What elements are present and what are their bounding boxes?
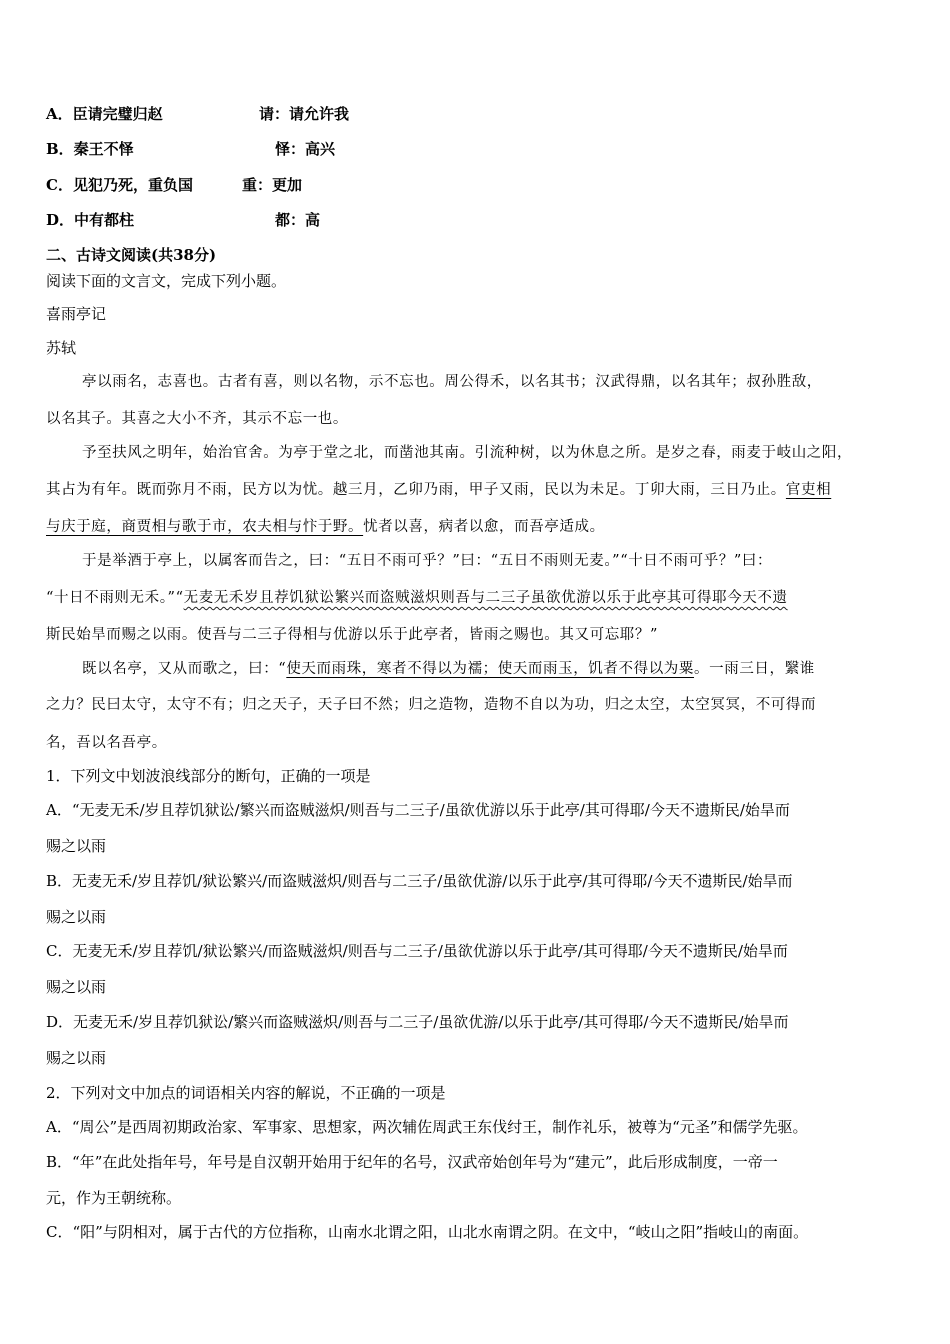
- essay-text: 既以名亭，又从而歌之，曰：“: [82, 661, 287, 677]
- vocab-option-d: [46, 209, 321, 230]
- essay-line: 亭以雨名，志喜也。古者有喜，则以名物，示不忘也。周公得禾，以名其书；汉武得鼎，以名其年；叔孙胜敌，: [82, 374, 822, 390]
- essay-title: 喜雨亭记: [46, 305, 107, 323]
- essay-text: 。一雨三日，繄谁: [694, 661, 815, 677]
- answer-option-a-continued: 赐之以雨: [46, 837, 107, 855]
- essay-text: 其占为有年。既而弥月不雨，民方以为忧。越三月，乙卯乃雨，甲子又雨，民以为未足。丁卯大雨，三日乃止。: [46, 482, 786, 498]
- essay-line: 之力？民曰太守，太守不有；归之天子，天子曰不然；归之造物，造物不自以为功，归之太空，太空冥冥，不可得而: [46, 697, 817, 713]
- essay-line: [82, 657, 815, 678]
- essay-line: 名，吾以名吾亭。: [46, 735, 167, 751]
- vocab-option-c: [46, 174, 303, 195]
- answer-option-c: C．“阳”与阴相对，属于古代的方位指称，山南水北谓之阳，山北水南谓之阴。在文中，“岐山之阳”指岐山的南面。: [46, 1223, 809, 1241]
- essay-line: [46, 586, 788, 607]
- essay-line: 予至扶风之明年，始治官舍。为亭于堂之北，而凿池其南。引流种树，以为休息之所。是岁之春，雨麦于岐山之阳，: [82, 445, 853, 461]
- question-stem: 1．下列文中划波浪线部分的断句，正确的一项是: [46, 767, 371, 785]
- answer-option-c: C．无麦无禾/岁且荐饥/狱讼繁兴/而盗贼滋炽/则吾与二三子/虽欲优游以乐于此亭/其可得耶/今天不遗斯民/始旱而: [46, 942, 788, 960]
- answer-option-d: D．无麦无禾/岁且荐饥狱讼/繁兴而盗贼滋炽/则吾与二三子/虽欲优游/以乐于此亭/其可得耶/今天不遗斯民/始旱而: [46, 1013, 789, 1031]
- answer-option-b-continued: 元，作为王朝统称。: [46, 1189, 182, 1207]
- question-stem: 2．下列对文中加点的词语相关内容的解说，不正确的一项是: [46, 1084, 446, 1102]
- essay-author: 苏轼: [46, 339, 77, 357]
- essay-line: [46, 515, 605, 536]
- straight-underlined-text: 与庆于庭，商贾相与歌于市，农夫相与忭于野。: [46, 519, 364, 535]
- vocab-option-label: B．秦王不怿: [46, 140, 134, 158]
- answer-option-a: A．“周公”是西周初期政治家、军事家、思想家，两次辅佐周武王东伐纣王，制作礼乐，被尊为“元圣”和儒学先驱。: [46, 1118, 808, 1136]
- answer-option-d-continued: 赐之以雨: [46, 1049, 107, 1067]
- vocab-option-a: [46, 103, 350, 124]
- essay-text: “十日不雨则无禾。”“: [46, 590, 184, 606]
- essay-line: 斯民始旱而赐之以雨。使吾与二三子得相与优游以乐于此亭者，皆雨之赐也。其又可忘耶？”: [46, 627, 659, 643]
- essay-line: 以名其子。其喜之大小不齐，其示不忘一也。: [46, 411, 348, 427]
- section-instruction: 阅读下面的文言文，完成下列小题。: [46, 272, 287, 290]
- straight-underlined-text: 官吏相: [785, 482, 832, 498]
- vocab-option-b: [46, 138, 336, 159]
- answer-option-a: A．“无麦无禾/岁且荐饥狱讼/繁兴而盗贼滋炽/则吾与二三子/虽欲优游以乐于此亭/其可得耶/今天不遗斯民/始旱而: [46, 801, 790, 819]
- vocab-option-definition: 都：高: [275, 211, 321, 229]
- vocab-option-definition: 怿：高兴: [275, 140, 336, 158]
- answer-option-c-continued: 赐之以雨: [46, 978, 107, 996]
- vocab-option-label: D．中有都柱: [46, 211, 135, 229]
- essay-line: [46, 478, 831, 499]
- vocab-option-label: A．臣请完璧归赵: [46, 105, 163, 123]
- vocab-option-definition: 重：更加: [242, 176, 303, 194]
- answer-option-b: B．无麦无禾/岁且荐饥/狱讼繁兴/而盗贼滋炽/则吾与二三子/虽欲优游/以乐于此亭/其可得耶/今天不遗斯民/始旱而: [46, 872, 793, 890]
- essay-text: 忧者以喜，病者以愈，而吾亭适成。: [363, 519, 605, 535]
- wavy-underlined-text: 无麦无禾岁且荐饥狱讼繁兴而盗贼滋炽则吾与二三子虽欲优游以乐于此亭其可得耶今天不遗: [183, 590, 788, 606]
- vocab-option-definition: 请：请允许我: [259, 105, 350, 123]
- answer-option-b: B．“年”在此处指年号，年号是自汉朝开始用于纪年的名号，汉武帝始创年号为“建元”，此后形成制度，一帝一: [46, 1153, 778, 1171]
- essay-line: 于是举酒于亭上，以属客而告之，曰：“五日不雨可乎？”曰：“五日不雨则无麦。”“十日不雨可乎？”曰：: [82, 553, 773, 569]
- section-heading: 二、古诗文阅读(共38分): [46, 246, 217, 264]
- vocab-option-label: C．见犯乃死，重负国: [46, 176, 193, 194]
- answer-option-b-continued: 赐之以雨: [46, 908, 107, 926]
- straight-underlined-text: 使天而雨珠，寒者不得以为襦；使天而雨玉，饥者不得以为粟: [286, 661, 695, 677]
